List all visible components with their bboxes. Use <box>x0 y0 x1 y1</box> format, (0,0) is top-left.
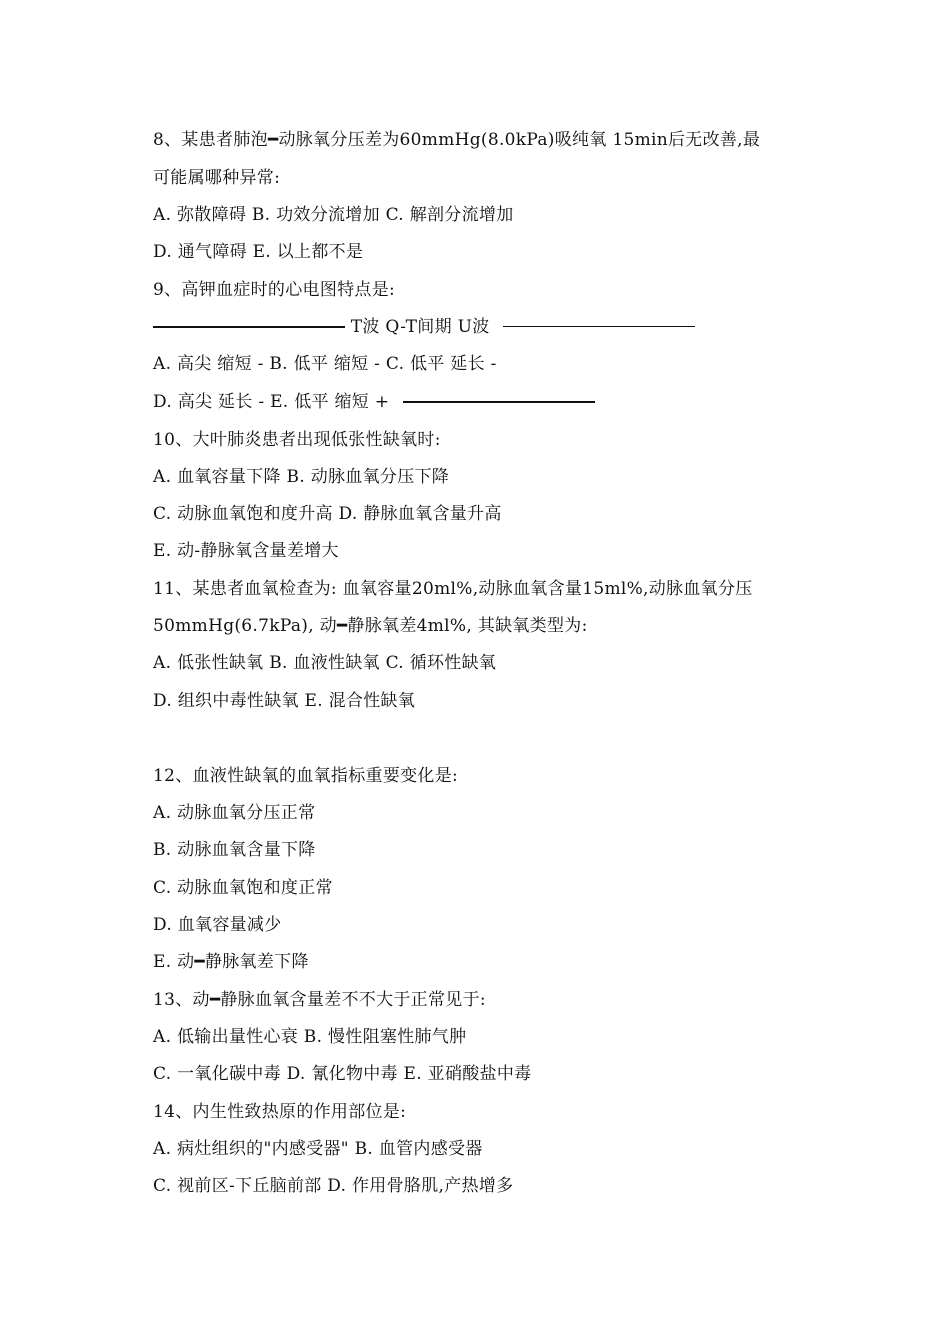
q12-stem: 12、血液性缺氧的血氧指标重要变化是: <box>153 766 459 786</box>
q9-options-line2: D. 高尖 延长 - E. 低平 缩短 + <box>153 392 390 412</box>
q13-options-line1: A. 低输出量性心衰 B. 慢性阻塞性肺气肿 <box>153 1027 467 1047</box>
q10-options-line2: C. 动脉血氧饱和度升高 D. 静脉血氧含量升高 <box>153 504 502 524</box>
q9-stem: 9、高钾血症时的心电图特点是: <box>153 280 396 300</box>
q14-options-line2: C. 视前区-下丘脑前部 D. 作用骨胳肌,产热增多 <box>153 1176 514 1196</box>
q8-stem-line1: 8、某患者肺泡━动脉氧分压差为60mmHg(8.0kPa)吸纯氧 15min后无改善,最 <box>153 130 761 150</box>
q9-table-header: T波 Q-T间期 U波 <box>350 317 490 337</box>
q14-options-line1: A. 病灶组织的"内感受器" B. 血管内感受器 <box>153 1139 483 1159</box>
q9-table-header-row <box>153 315 695 339</box>
q13-options-line2: C. 一氧化碳中毒 D. 氰化物中毒 E. 亚硝酸盐中毒 <box>153 1064 532 1084</box>
q9-options-line1: A. 高尖 缩短 - B. 低平 缩短 - C. 低平 延长 - <box>153 354 497 374</box>
table-rule-right <box>503 326 695 327</box>
q11-stem-line2: 50mmHg(6.7kPa), 动━静脉氧差4ml%, 其缺氧类型为: <box>153 616 588 636</box>
q12-option-e: E. 动━静脉氧差下降 <box>153 952 309 972</box>
q12-option-b: B. 动脉血氧含量下降 <box>153 840 316 860</box>
q8-options-line2: D. 通气障碍 E. 以上都不是 <box>153 242 364 262</box>
table-rule-bottom <box>403 401 595 403</box>
q12-option-d: D. 血氧容量减少 <box>153 915 282 935</box>
q11-stem-line1: 11、某患者血氧检查为: 血氧容量20ml%,动脉血氧含量15ml%,动脉血氧分压 <box>153 579 753 599</box>
q14-stem: 14、内生性致热原的作用部位是: <box>153 1102 407 1122</box>
q10-options-line1: A. 血氧容量下降 B. 动脉血氧分压下降 <box>153 467 450 487</box>
table-rule-left <box>153 326 345 328</box>
q10-options-line3: E. 动-静脉氧含量差增大 <box>153 541 339 561</box>
q13-stem: 13、动━静脉血氧含量差不不大于正常见于: <box>153 990 486 1010</box>
q11-options-line2: D. 组织中毒性缺氧 E. 混合性缺氧 <box>153 691 416 711</box>
q8-stem-line2: 可能属哪种异常: <box>153 168 281 188</box>
q9-options-line2-row <box>153 390 595 414</box>
q11-options-line1: A. 低张性缺氧 B. 血液性缺氧 C. 循环性缺氧 <box>153 653 497 673</box>
q10-stem: 10、大叶肺炎患者出现低张性缺氧时: <box>153 430 441 450</box>
q8-options-line1: A. 弥散障碍 B. 功效分流增加 C. 解剖分流增加 <box>153 205 514 225</box>
q12-option-a: A. 动脉血氧分压正常 <box>153 803 316 823</box>
q12-option-c: C. 动脉血氧饱和度正常 <box>153 878 333 898</box>
